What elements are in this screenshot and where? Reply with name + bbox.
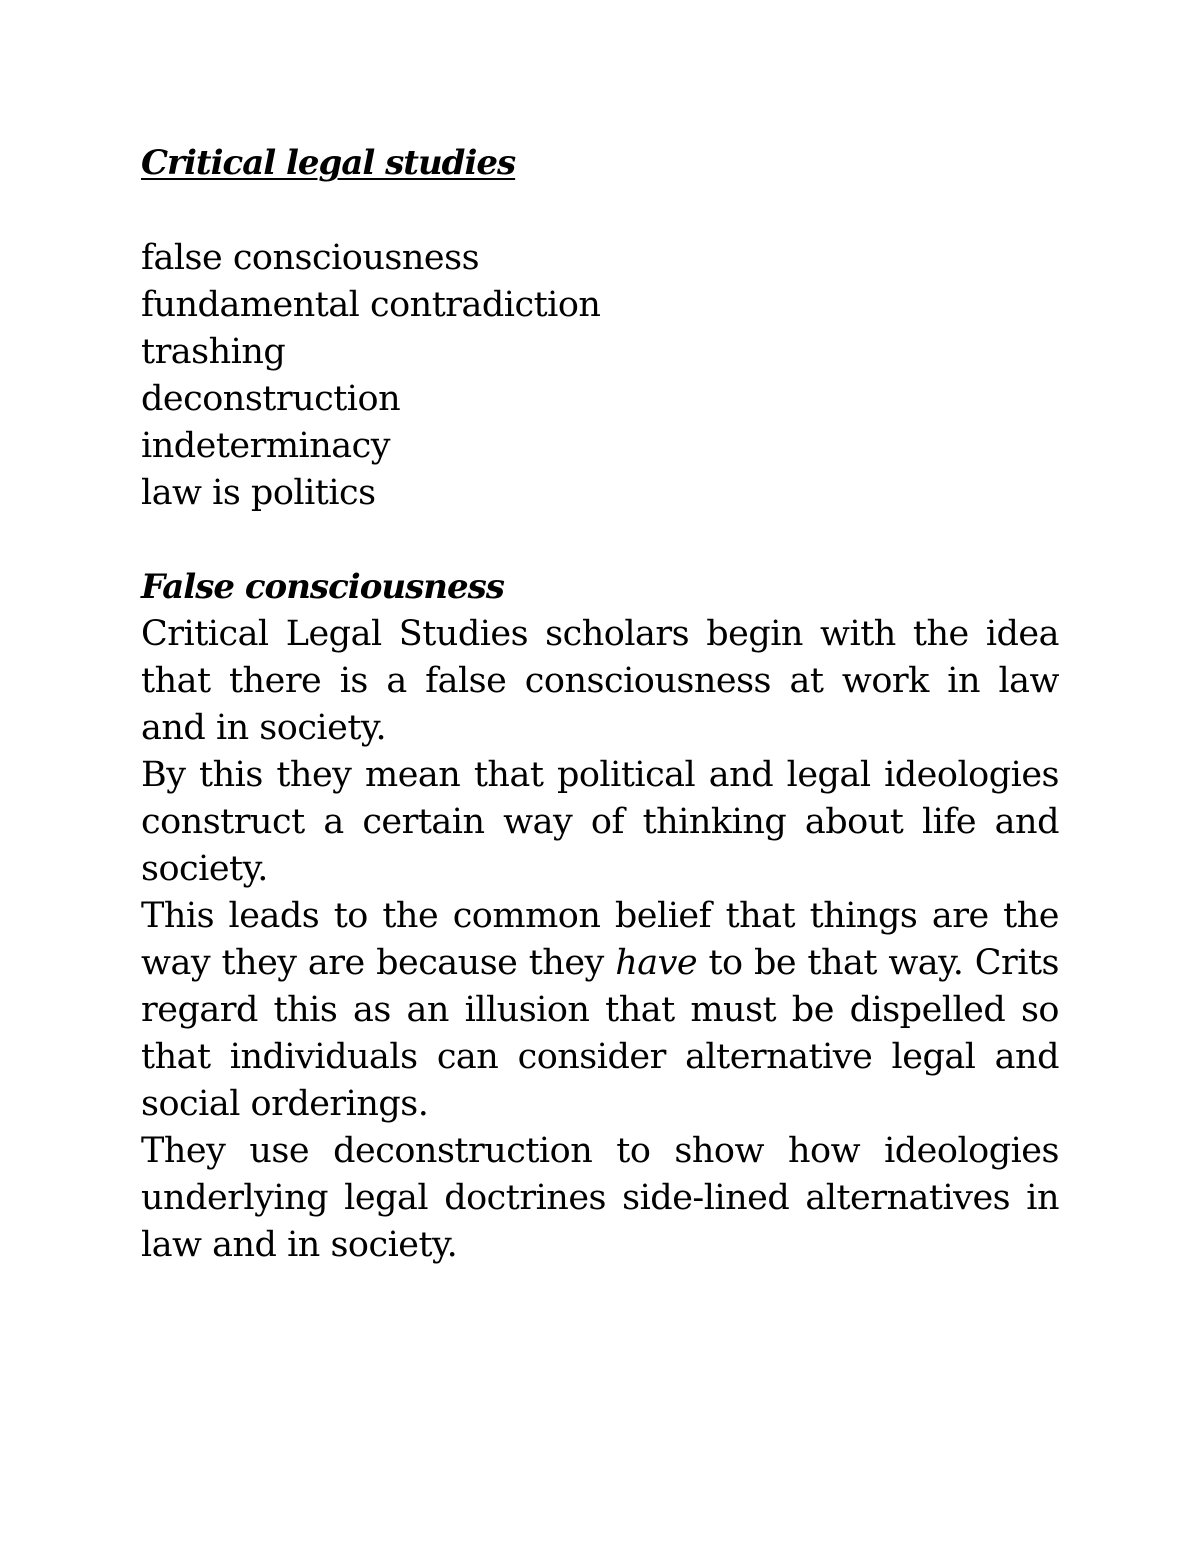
paragraph: Critical Legal Studies scholars begin with the idea that there is a false consciousness at work in law and in society. [141,614,1059,748]
document-title: Critical legal studies [141,143,516,183]
term-list [141,235,1059,517]
paragraph-text: to be that way. Crits regard this as an illusion that must be dispelled so that individuals can consider alternative legal and social orderings. [141,943,1059,1124]
term-item: law is politics [141,473,376,513]
term-item: deconstruction [141,379,401,419]
term-item: trashing [141,332,286,372]
page-content [141,140,1059,1269]
paragraph: They use deconstruction to show how ideologies underlying legal doctrines side-lined alternatives in law and in society. [141,1131,1059,1265]
paragraph [141,893,1059,1128]
section-heading: False consciousness [141,567,504,607]
term-item: indeterminacy [141,426,391,466]
paragraph: By this they mean that political and legal ideologies construct a certain way of thinking about life and society. [141,755,1059,889]
emphasized-word: have [615,943,698,983]
term-item: fundamental contradiction [141,285,601,325]
paragraph-text: This leads to the common belief that things are the way they are because they [141,896,1059,983]
term-item: false consciousness [141,238,480,278]
